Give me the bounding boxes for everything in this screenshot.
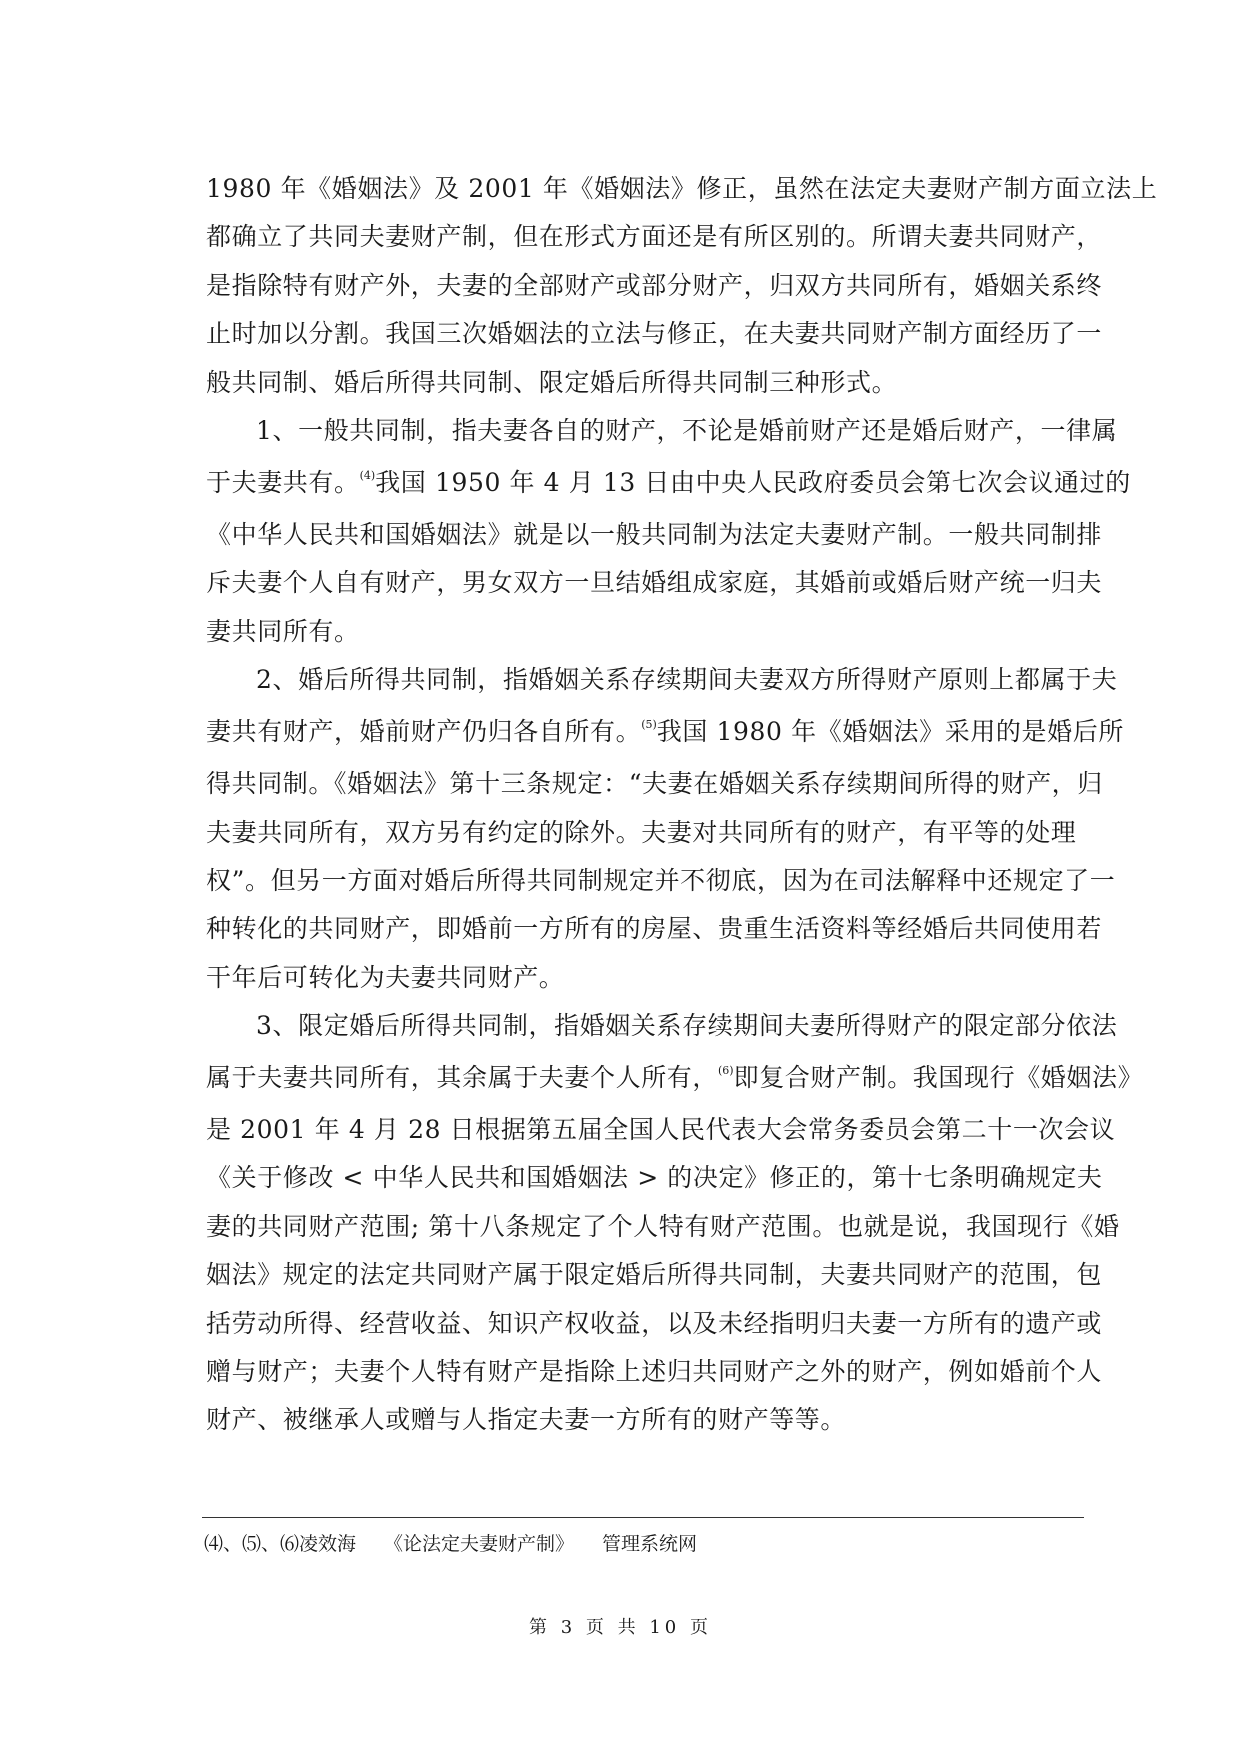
footnote-source: 管理系统网	[602, 1533, 698, 1555]
paragraph-limited-community	[206, 1002, 1144, 1445]
text-line: 止时加以分割。我国三次婚姻法的立法与修正，在夫妻共同财产制方面经历了一	[206, 319, 1103, 349]
page-number: 第 3 页 共 10 页	[529, 1617, 712, 1638]
text-line: 《关于修改 < 中华人民共和国婚姻法 > 的决定》修正的，第十七条明确规定夫	[206, 1163, 1103, 1193]
text-line-with-footnote	[206, 459, 1131, 511]
footnote-title: 《论法定夫妻财产制》	[384, 1533, 575, 1555]
text-line: 般共同制、婚后所得共同制、限定婚后所得共同制三种形式。	[206, 367, 898, 397]
text-line: 括劳动所得、经营收益、知识产权收益，以及未经指明归夫妻一方所有的遗产或	[206, 1308, 1103, 1338]
paragraph-general-community	[206, 407, 1131, 656]
text-line: 1980 年《婚姻法》及 2001 年《婚姻法》修正，虽然在法定夫妻财产制方面立法上	[206, 174, 1158, 203]
text-line: 得共同制。《婚姻法》第十三条规定：“夫妻在婚姻关系存续期间所得的财产，归	[206, 769, 1103, 799]
text-line: 干年后可转化为夫妻共同财产。	[206, 962, 565, 992]
footnote-reference: (6)	[718, 1064, 734, 1078]
text-segment: 属于夫妻共同所有，其余属于夫妻个人所有，	[206, 1063, 719, 1093]
text-line: 1、一般共同制，指夫妻各自的财产，不论是婚前财产还是婚后财产，一律属	[256, 415, 1118, 445]
footnote-divider	[202, 1517, 1084, 1518]
text-segment: 即复合财产制。我国现行《婚姻法》	[733, 1063, 1144, 1093]
text-line: 都确立了共同夫妻财产制，但在形式方面还是有所区别的。所谓夫妻共同财产，	[206, 222, 1103, 252]
footnote-reference: (5)	[641, 718, 657, 732]
text-segment: 妻共有财产，婚前财产仍归各自所有。	[206, 717, 642, 747]
footnote	[204, 1531, 697, 1557]
text-line: 是 2001 年 4 月 28 日根据第五届全国人民代表大会常务委员会第二十一次会议	[206, 1115, 1116, 1145]
text-segment: 我国 1950 年 4 月 13 日由中央人民政府委员会第七次会议通过的	[375, 467, 1131, 497]
text-line: 是指除特有财产外，夫妻的全部财产或部分财产，归双方共同所有，婚姻关系终	[206, 270, 1103, 300]
text-line: 2、婚后所得共同制，指婚姻关系存续期间夫妻双方所得财产原则上都属于夫	[256, 665, 1118, 695]
text-segment: 我国 1980 年《婚姻法》采用的是婚后所	[656, 717, 1124, 747]
text-line: 权”。但另一方面对婚后所得共同制规定并不彻底，因为在司法解释中还规定了一	[206, 865, 1116, 895]
text-line-with-footnote	[206, 708, 1124, 760]
text-line: 财产、被继承人或赠与人指定夫妻一方所有的财产等等。	[206, 1405, 847, 1435]
body-text	[206, 165, 1158, 1445]
text-line: 姻法》规定的法定共同财产属于限定婚后所得共同制，夫妻共同财产的范围，包	[206, 1260, 1103, 1290]
footnote-reference: (4)	[359, 468, 376, 482]
text-line: 妻共同所有。	[206, 616, 360, 646]
text-line: 赠与财产；夫妻个人特有财产是指除上述归共同财产之外的财产，例如婚前个人	[206, 1357, 1103, 1387]
text-line: 《中华人民共和国婚姻法》就是以一般共同制为法定夫妻财产制。一般共同制排	[206, 519, 1103, 549]
text-line: 妻的共同财产范围; 第十八条规定了个人特有财产范围。也就是说，我国现行《婚	[206, 1211, 1120, 1241]
text-segment: 于夫妻共有。	[206, 467, 360, 497]
paragraph-intro	[206, 165, 1158, 407]
paragraph-post-marital-community	[206, 656, 1124, 1002]
text-line: 3、限定婚后所得共同制，指婚姻关系存续期间夫妻所得财产的限定部分依法	[256, 1011, 1118, 1041]
text-line: 种转化的共同财产，即婚前一方所有的房屋、贵重生活资料等经婚后共同使用若	[206, 914, 1103, 944]
text-line-with-footnote	[206, 1054, 1144, 1106]
text-line: 夫妻共同所有，双方另有约定的除外。夫妻对共同所有的财产，有平等的处理	[206, 817, 1077, 847]
text-line: 斥夫妻个人自有财产，男女双方一旦结婚组成家庭，其婚前或婚后财产统一归夫	[206, 568, 1103, 598]
footnote-refs: ⑷、⑸、⑹凌效海	[204, 1533, 357, 1555]
